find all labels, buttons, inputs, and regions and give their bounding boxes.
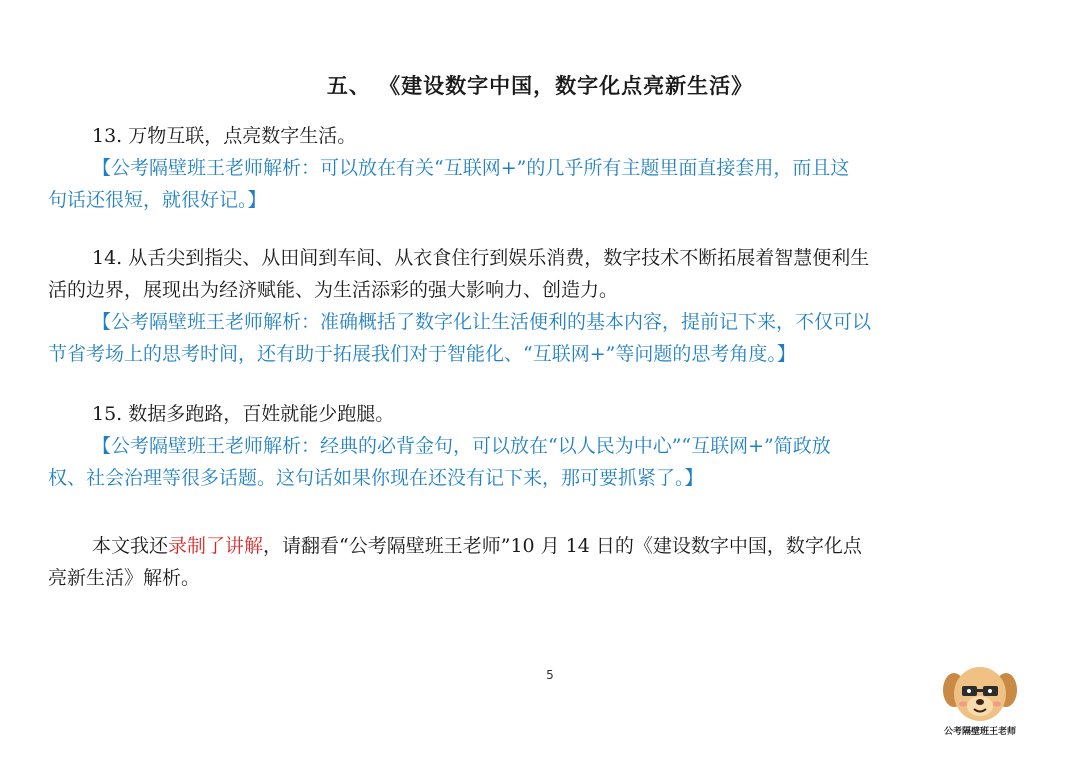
page-number: 5 bbox=[546, 668, 554, 682]
closing-line: 亮新生活》解析。 bbox=[48, 567, 201, 589]
analysis-line: 权、社会治理等很多话题。这句话如果你现在还没有记下来，那可要抓紧了。】 bbox=[48, 467, 704, 489]
analysis-line: 【公考隔壁班王老师解析：可以放在有关“互联网+”的几乎所有主题里面直接套用，而且这 bbox=[92, 157, 850, 179]
closing-prefix: 本文我还 bbox=[92, 535, 169, 557]
item-heading: 14. 从舌尖到指尖、从田间到车间、从衣食住行到娱乐消费，数字技术不断拓展着智慧便利生 bbox=[92, 247, 870, 269]
analysis-line: 节省考场上的思考时间，还有助于拓展我们对于智能化、“互联网+”等问题的思考角度。】 bbox=[48, 343, 796, 365]
logo-caption: 公考隔壁班王老师 bbox=[943, 727, 1016, 737]
section-title: 五、 《建设数字中国，数字化点亮新生活》 bbox=[326, 73, 754, 98]
dog-mascot-icon bbox=[930, 660, 1030, 726]
item-13 bbox=[48, 120, 1038, 216]
analysis-line: 句话还很短，就很好记。】 bbox=[48, 189, 267, 211]
item-14 bbox=[48, 242, 1038, 370]
analysis-line: 【公考隔壁班王老师解析：准确概括了数字化让生活便利的基本内容，提前记下来，不仅可以 bbox=[92, 311, 872, 333]
closing-line bbox=[48, 530, 1038, 562]
brand-logo bbox=[930, 660, 1030, 760]
closing-paragraph bbox=[48, 530, 1038, 594]
item-heading: 13. 万物互联，点亮数字生活。 bbox=[92, 125, 357, 147]
closing-suffix: ，请翻看“公考隔壁班王老师”10 月 14 日的《建设数字中国，数字化点 bbox=[263, 535, 862, 557]
analysis-line: 【公考隔壁班王老师解析：经典的必背金句，可以放在“以人民为中心”“互联网+”简政放 bbox=[92, 435, 831, 457]
item-15 bbox=[48, 398, 1038, 494]
recorded-lecture-highlight: 录制了讲解 bbox=[168, 535, 264, 557]
item-heading: 15. 数据多跑路，百姓就能少跑腿。 bbox=[92, 403, 395, 425]
item-heading: 活的边界，展现出为经济赋能、为生活添彩的强大影响力、创造力。 bbox=[48, 279, 619, 301]
